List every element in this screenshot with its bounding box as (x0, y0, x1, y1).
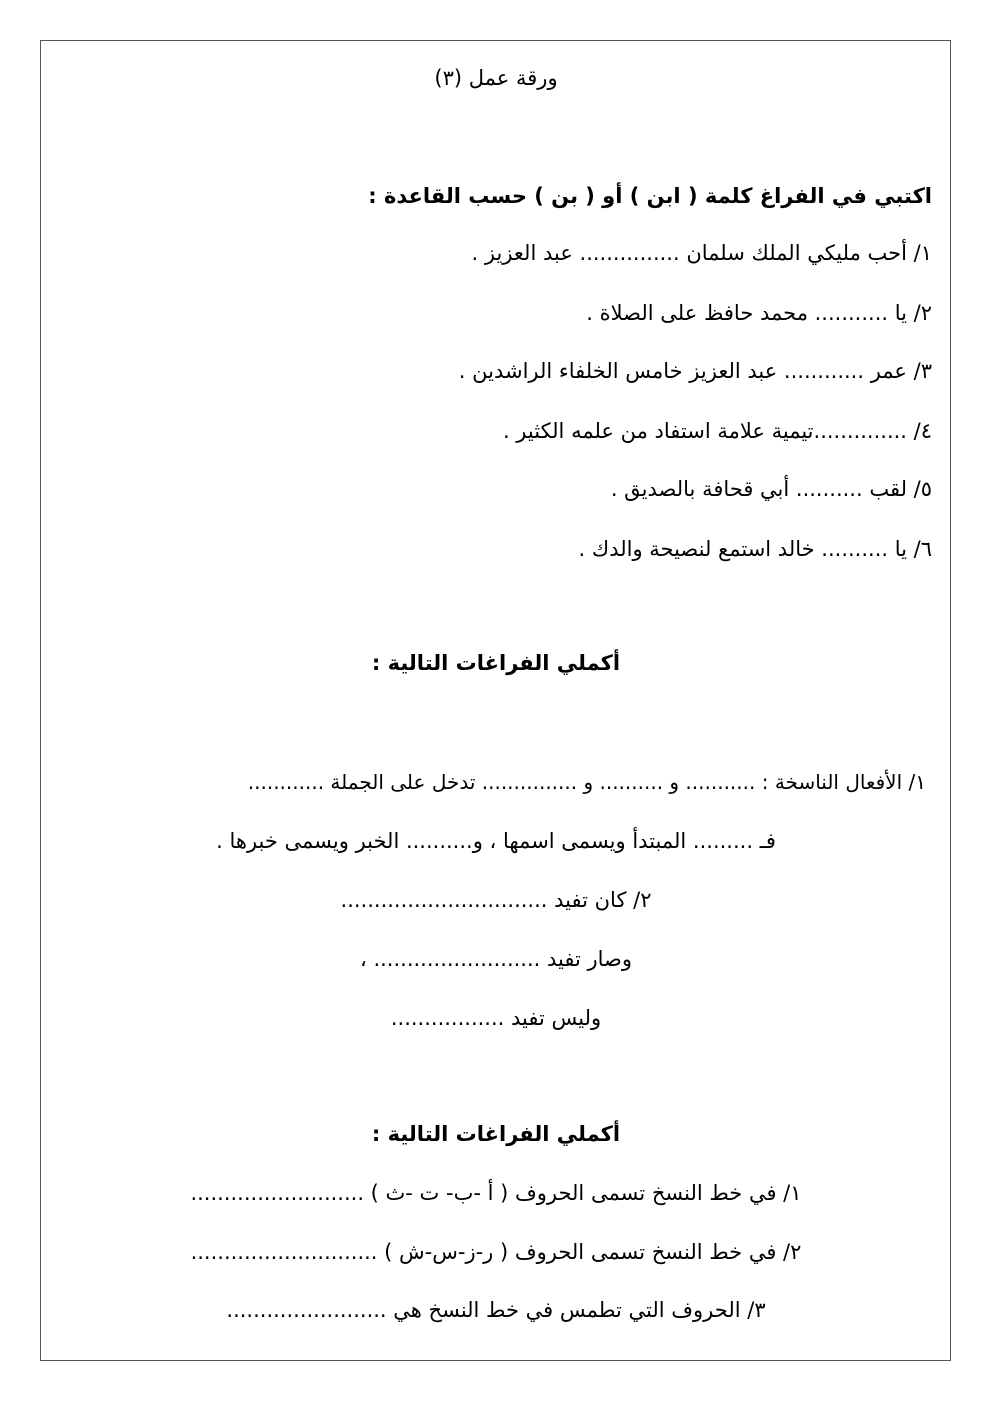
section1-item-4: ٤/ ..............تيمية علامة استفاد من علمه الكثير . (502, 419, 932, 443)
section3-line-3: ٣/ الحروف التي تطمس في خط النسخ هي ........................ (226, 1298, 766, 1322)
section3-line-2: ٢/ في خط النسخ تسمى الحروف ( ر-ز-س-ش ) ............................ (190, 1240, 802, 1264)
section1-item-1: ١/ أحب مليكي الملك سلمان ............... عبد العزيز . (471, 241, 932, 265)
section2-heading: أكملي الفراغات التالية : (371, 651, 621, 675)
section3-line-1: ١/ في خط النسخ تسمى الحروف ( أ -ب- ت -ث ) .......................... (190, 1181, 802, 1205)
section2-line-2: فـ ......... المبتدأ ويسمى اسمها ، و.......... الخبر ويسمى خبرها . (216, 829, 776, 853)
section1-heading: اكتبي في الفراغ كلمة ( ابن ) أو ( بن ) حسب القاعدة : (368, 184, 932, 208)
section1-item-3: ٣/ عمر ............ عبد العزيز خامس الخلفاء الراشدين . (458, 359, 932, 383)
section1-item-6: ٦/ يا .......... خالد استمع لنصيحة والدك . (578, 537, 932, 561)
section2-line-4: وصار تفيد ......................... ، (359, 947, 633, 971)
section2-line-3: ٢/ كان تفيد ............................... (340, 888, 652, 912)
section2-line-1: ١/ الأفعال الناسخة : ........... و .......... و ............... تدخل على الجملة ............ (247, 770, 926, 794)
section3-heading: أكملي الفراغات التالية : (371, 1122, 621, 1146)
section1-item-2: ٢/ يا ........... محمد حافظ على الصلاة . (586, 301, 932, 325)
section2-line-5: وليس تفيد ................. (390, 1006, 602, 1030)
section1-item-5: ٥/ لقب .......... أبي قحافة بالصديق . (610, 477, 932, 501)
worksheet-title: ورقة عمل (٣) (434, 66, 558, 90)
